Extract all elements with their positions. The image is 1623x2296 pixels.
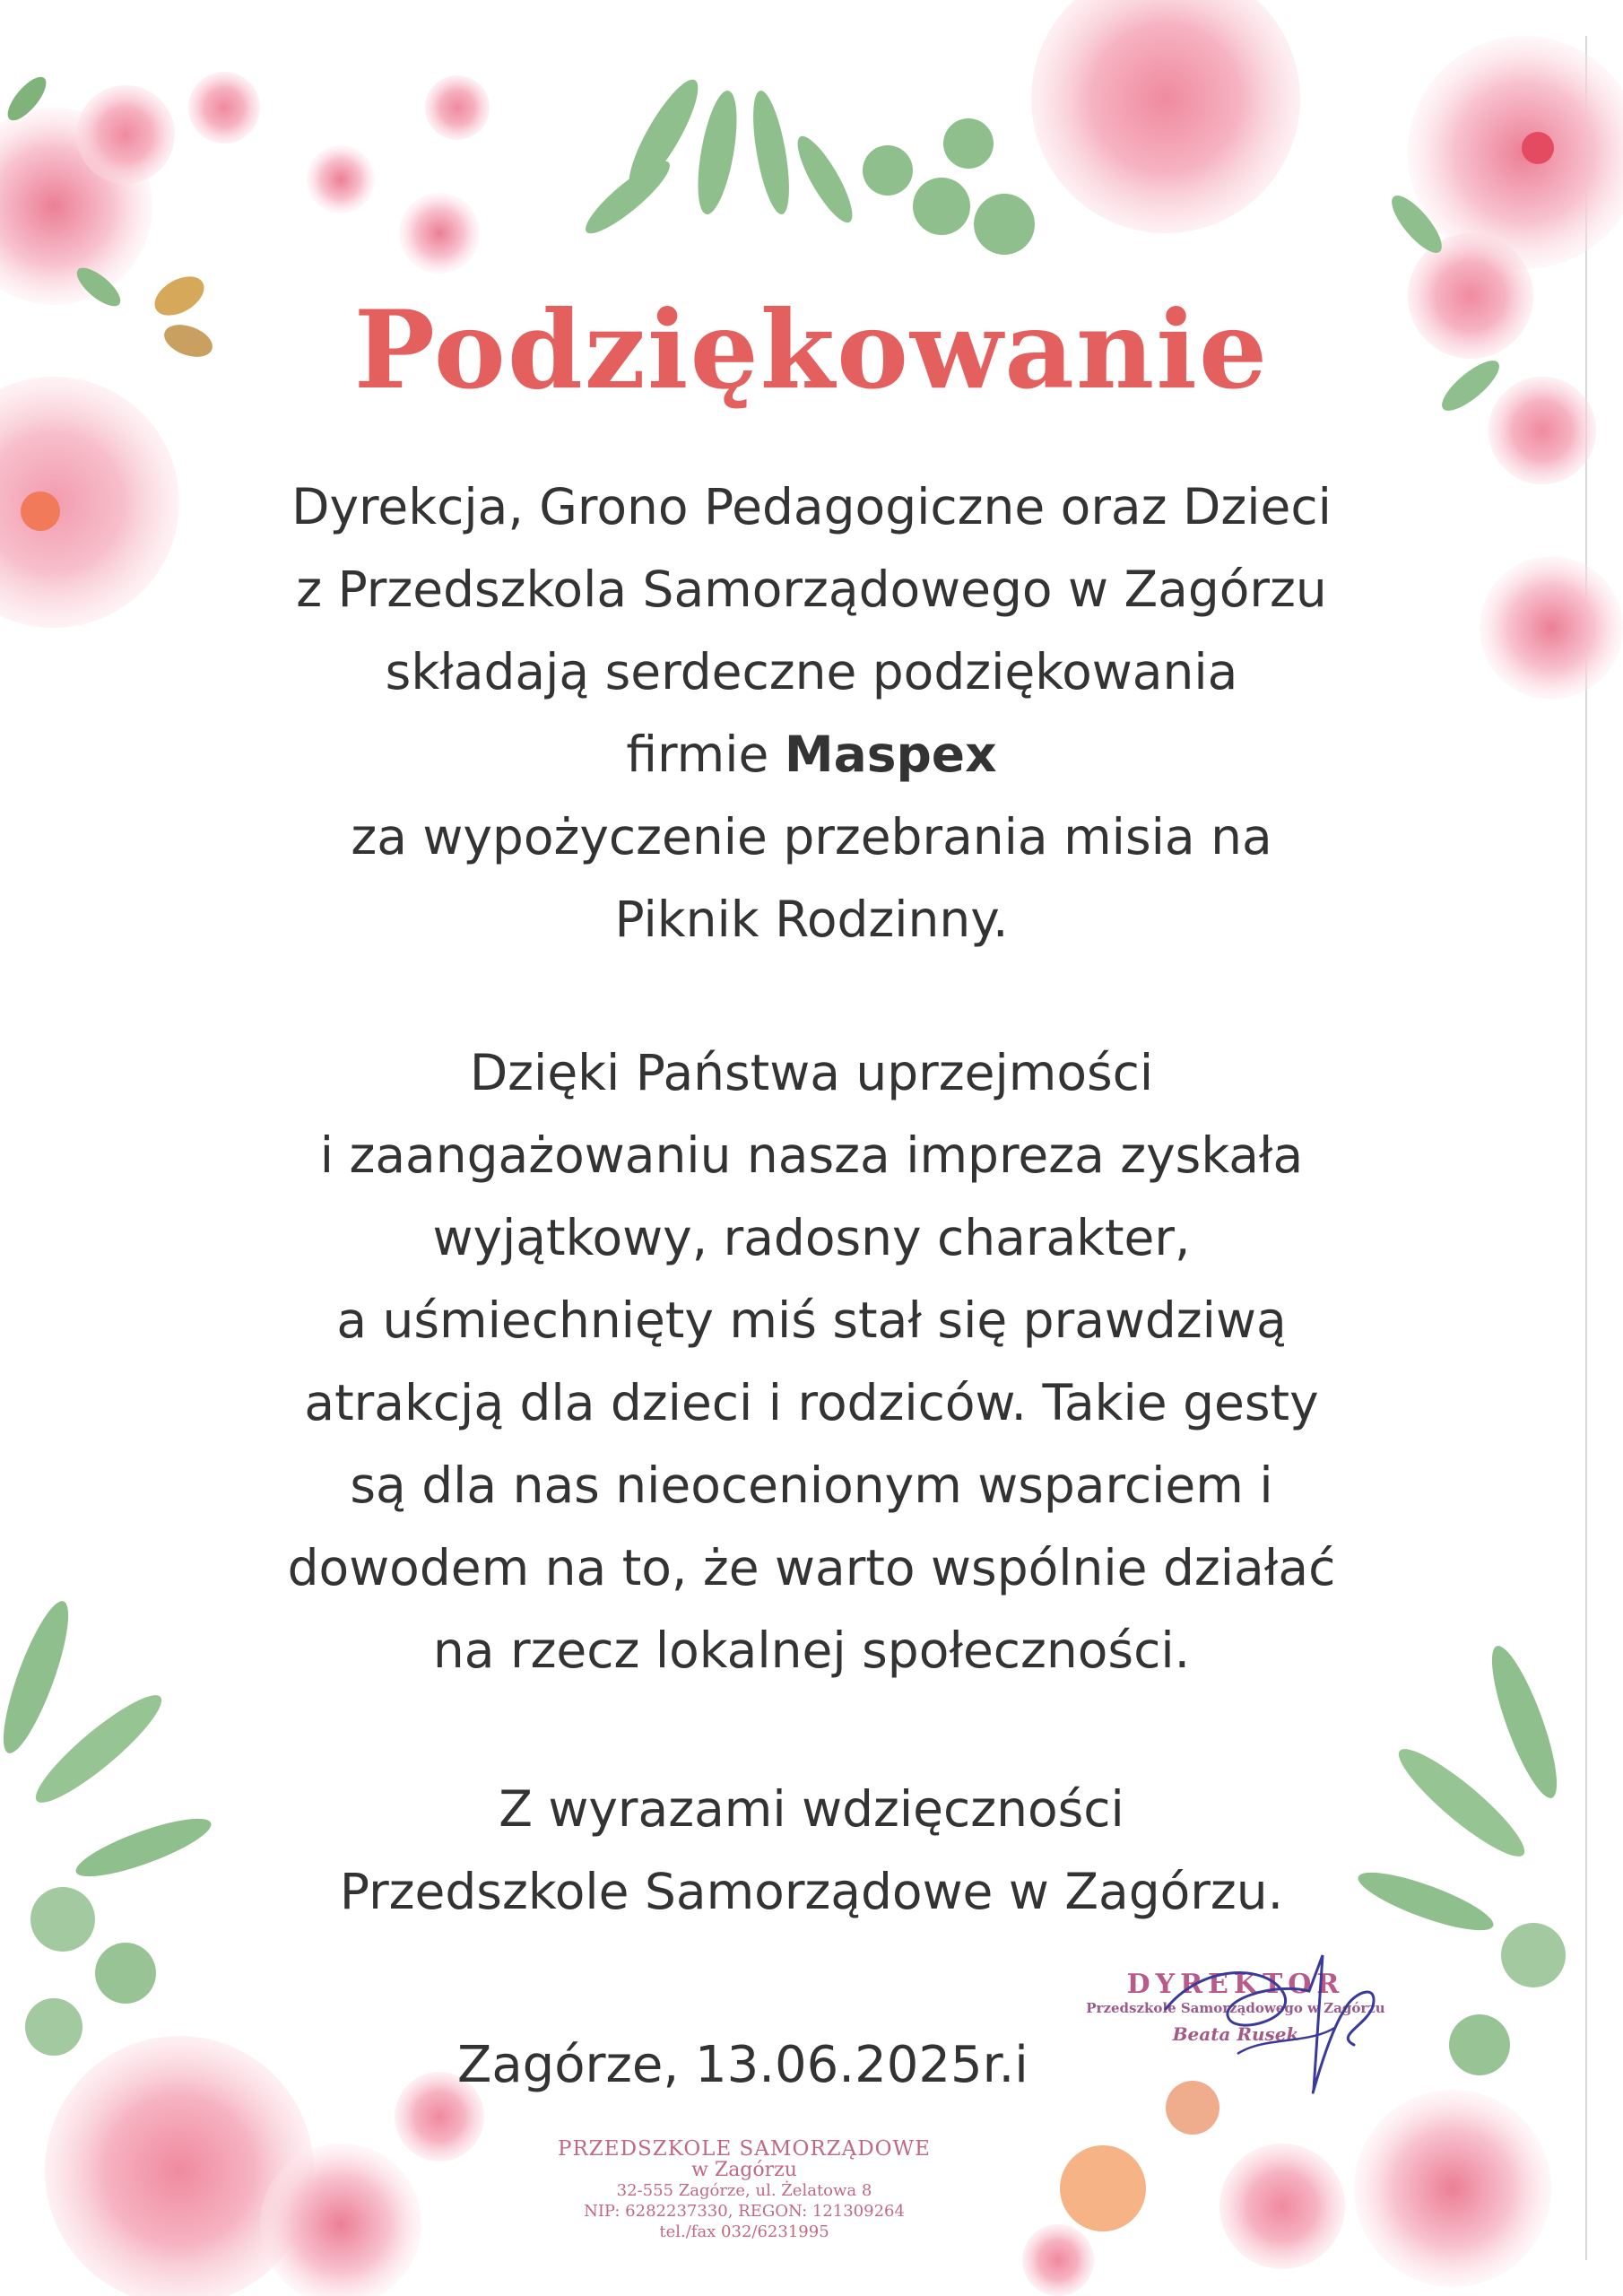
text-line: składają serdeczne podziękowania — [385, 643, 1238, 700]
closing-line: Przedszkole Samorządowe w Zagórzu. — [339, 1863, 1284, 1920]
director-stamp-name: Beata Rusek — [1172, 2023, 1299, 2045]
school-stamp-ids: NIP: 6282237330, REGON: 121309264 — [584, 2202, 905, 2221]
text-line: za wypożyczenie przebrania misia na — [351, 808, 1272, 865]
text-line: i zaangażowaniu nasza impreza zyskała — [319, 1126, 1304, 1184]
text-line: Piknik Rodzinny. — [614, 891, 1009, 948]
company-line — [179, 713, 1444, 796]
company-prefix: firmie — [626, 726, 785, 783]
closing-paragraph — [179, 1768, 1444, 1933]
text-line: dowodem na to, że warto wspólnie działać — [287, 1539, 1336, 1596]
text-line: Dzięki Państwa uprzejmości — [469, 1044, 1154, 1101]
text-line: na rzecz lokalnej społeczności. — [432, 1622, 1191, 1679]
text-line: z Przedszkola Samorządowego w Zagórzu — [296, 561, 1327, 618]
school-stamp-phone: tel./fax 032/6231995 — [659, 2222, 829, 2241]
director-stamp-title: DYREKTOR — [1126, 1969, 1345, 2000]
page-title: Podziękowanie — [353, 287, 1270, 413]
text-line: są dla nas nieocenionym wsparciem i — [350, 1457, 1273, 1514]
director-stamp-institution: Przedszkole Samorządowego w Zagórzu — [1086, 2000, 1385, 2016]
school-stamp — [502, 2139, 986, 2242]
top-center-leaves — [577, 72, 1035, 255]
text-line: a uśmiechnięty miś stał się prawdziwą — [336, 1292, 1287, 1349]
handwritten-signature — [1130, 1928, 1399, 2126]
text-line: wyjątkowy, radosny charakter, — [432, 1209, 1191, 1266]
company-name: Maspex — [784, 726, 997, 783]
document-date: Zagórze, 13.06.2025r.i — [457, 2036, 1028, 2094]
school-stamp-name: PRZEDSZKOLE SAMORZĄDOWE — [558, 2137, 931, 2161]
appreciation-paragraph — [179, 1031, 1444, 1692]
school-stamp-address: 32-555 Zagórze, ul. Żelatowa 8 — [616, 2181, 872, 2200]
school-stamp-town: w Zagórzu — [691, 2159, 797, 2181]
bottom-left-flowers — [0, 1596, 484, 2296]
thank-you-paragraph — [179, 465, 1444, 961]
closing-line: Z wyrazami wdzięczności — [499, 1780, 1124, 1838]
text-line: Dyrekcja, Grono Pedagogiczne oraz Dzieci — [291, 478, 1332, 535]
text-line: atrakcją dla dzieci i rodziców. Takie gesty — [304, 1374, 1319, 1431]
